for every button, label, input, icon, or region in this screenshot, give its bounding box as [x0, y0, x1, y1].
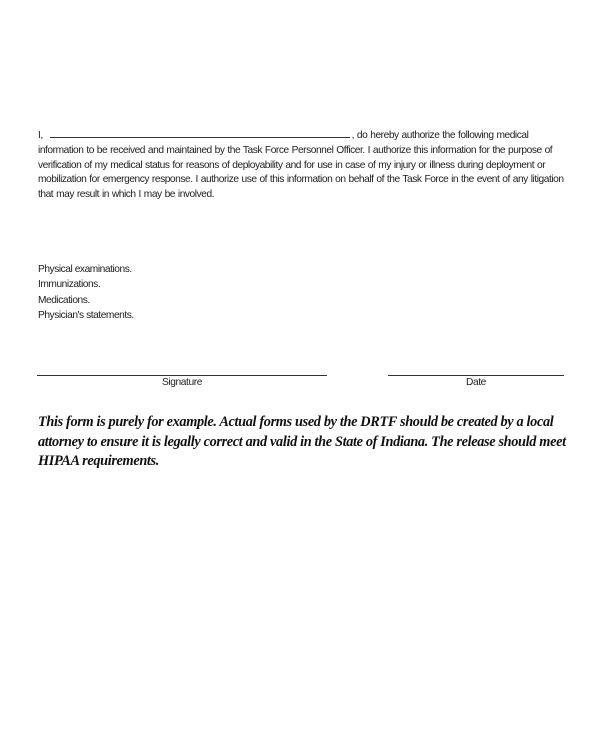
authorization-prefix: I, — [38, 130, 43, 141]
info-item-physician-statements: Physician's statements. — [38, 309, 134, 321]
info-item-physical-examinations: Physical examinations. — [38, 264, 132, 275]
name-blank-field[interactable] — [50, 128, 350, 138]
medical-info-list — [38, 262, 134, 323]
info-item-medications: Medications. — [38, 294, 90, 306]
info-item-immunizations: Immunizations. — [38, 279, 101, 291]
date-field[interactable] — [388, 375, 564, 395]
signature-line — [37, 375, 327, 376]
disclaimer-note: This form is purely for example. Actual forms used by the DRTF should be created by a local attorney to ensure it is legally correct and valid in the State of Indiana. The release should meet HIPAA requirements. — [38, 414, 566, 469]
signature-field[interactable] — [37, 375, 327, 395]
authorization-paragraph — [38, 128, 568, 203]
date-line — [388, 375, 564, 376]
date-label: Date — [466, 377, 486, 388]
signature-label: Signature — [161, 377, 202, 388]
authorization-text: , do hereby authorize the following medical information to be received and maintained by the Task Force Personnel Officer. I authorize this information for the purpose of verification of my medical status for reasons of deployability and for use in case of my injury or illness during deployment or mobilization for emergency response. I authorize use of this information on behalf of the Task Force in the event of any litigation that may result in which I may be involved. — [38, 130, 564, 201]
